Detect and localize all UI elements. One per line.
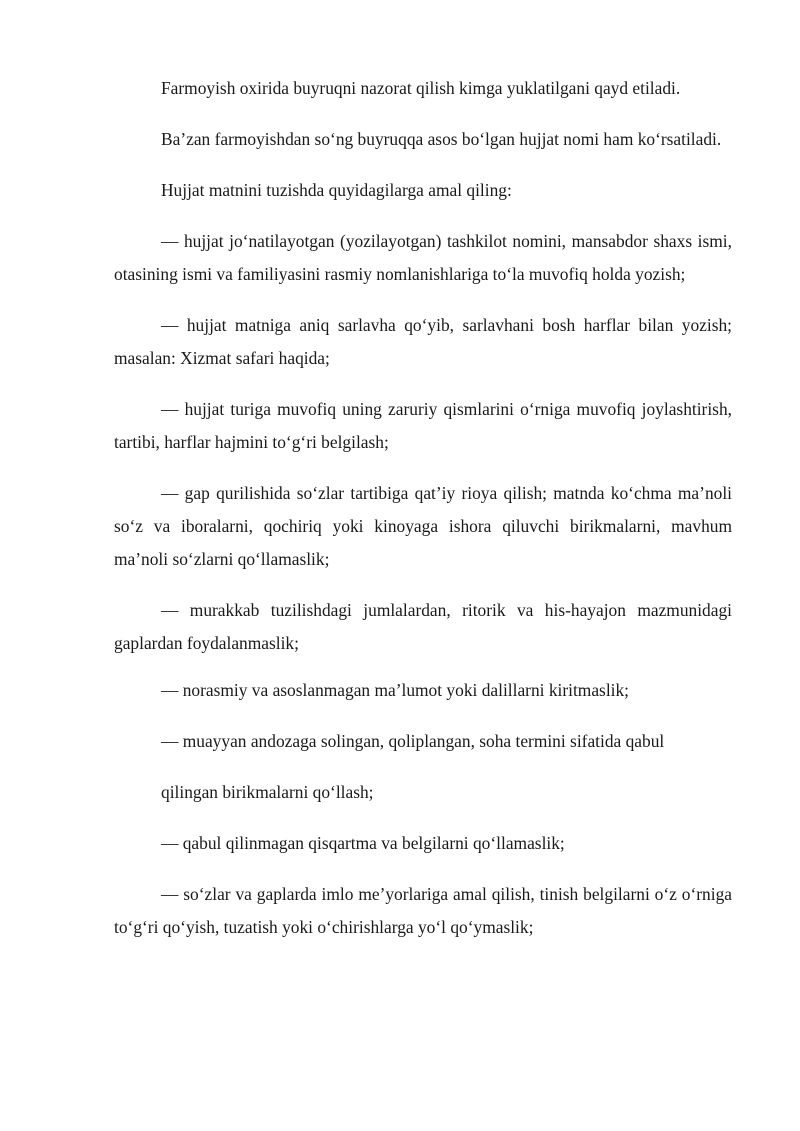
list-item-parts-order: — hujjat turiga muvofiq uning zaruriy qismlarini o‘rniga muvofiq joylashtirish, tartibi, harflar hajmini to‘g‘ri belgilash; bbox=[114, 399, 732, 452]
list-item-organization-name: — hujjat jo‘natilayotgan (yozilayotgan) tashkilot nomini, mansabdor shaxs ismi, otasining ismi va familiyasini rasmiy nomlanishlariga to‘la muvofiq holda yozish; bbox=[114, 231, 732, 284]
list-item-standard-terms-continued: qilingan birikmalarni qo‘llash; bbox=[161, 782, 374, 802]
list-item-standard-terms: — muayyan andozaga solingan, qoliplangan, soha termini sifatida qabul bbox=[161, 731, 665, 751]
list-item-spelling-punctuation: — so‘zlar va gaplarda imlo me’yorlariga amal qilish, tinish belgilarni o‘z o‘rniga to‘g‘ri qo‘yish, tuzatish yoki o‘chirishlarga yo‘l qo‘ymaslik; bbox=[114, 884, 732, 937]
paragraph-instructions-intro: Hujjat matnini tuzishda quyidagilarga amal qiling: bbox=[161, 180, 512, 200]
list-item-complex-sentences: — murakkab tuzilishdagi jumlalardan, ritorik va his-hayajon mazmunidagi gaplardan foydalanmaslik; bbox=[114, 600, 732, 653]
paragraph-basis-note: Ba’zan farmoyishdan so‘ng buyruqqa asos bo‘lgan hujjat nomi ham ko‘rsatiladi. bbox=[161, 129, 722, 149]
document-page bbox=[114, 72, 732, 944]
paragraph-control-note: Farmoyish oxirida buyruqni nazorat qilish kimga yuklatilgani qayd etiladi. bbox=[161, 78, 681, 98]
list-item-heading: — hujjat matniga aniq sarlavha qo‘yib, sarlavhani bosh harflar bilan yozish; masalan: Xizmat safari haqida; bbox=[114, 315, 732, 368]
list-item-abbreviations: — qabul qilinmagan qisqartma va belgilarni qo‘llamaslik; bbox=[161, 833, 565, 853]
list-item-informal-info: — norasmiy va asoslanmagan ma’lumot yoki dalillarni kiritmaslik; bbox=[161, 680, 630, 700]
list-item-word-order: — gap qurilishida so‘zlar tartibiga qat’iy rioya qilish; matnda ko‘chma ma’noli so‘z va iboralarni, qochiriq yoki kinoyaga ishora qiluvchi birikmalarni, mavhum ma’noli so‘zlarni qo‘llamaslik; bbox=[114, 483, 732, 569]
